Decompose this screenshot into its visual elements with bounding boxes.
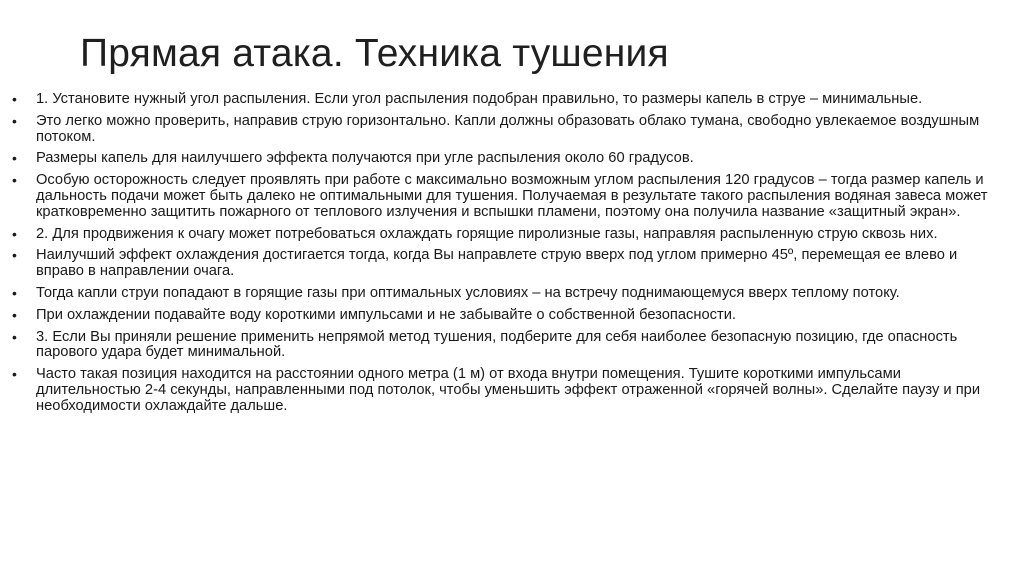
bullet-marker: • xyxy=(12,172,17,189)
bullet-marker: • xyxy=(12,306,17,323)
slide-title: Прямая атака. Техника тушения xyxy=(80,32,669,75)
bullet-text: Особую осторожность следует проявлять при работе с максимально возможным углом распыления 120 градусов – тогда размер капель и дальность подачи может быть далеко не оптимальными для тушения. Получаемая в результате такого распыления водяная завеса может кратковременно защитить пожарного от теплового излучения и вспышки пламени, поэтому она получила название «защитный экран». xyxy=(36,172,988,220)
bullet-marker: • xyxy=(12,112,17,129)
bullet-text: 3. Если Вы приняли решение применить непрямой метод тушения, подберите для себя наиболее безопасную позицию, где опасность парового удара будет минимальной. xyxy=(36,328,958,361)
bullet-marker: • xyxy=(12,328,17,345)
bullet-text: 1. Установите нужный угол распыления. Если угол распыления подобран правильно, то размеры капель в струе – минимальные. xyxy=(36,91,923,107)
bullet-item xyxy=(10,114,995,146)
bullet-item xyxy=(10,308,995,324)
bullet-item xyxy=(10,330,995,362)
bullet-item xyxy=(10,227,995,243)
bullet-item xyxy=(10,92,995,108)
bullet-text: Размеры капель для наилучшего эффекта получаются при угле распыления около 60 градусов. xyxy=(36,150,694,167)
bullet-list xyxy=(10,92,995,421)
bullet-marker: • xyxy=(12,247,17,264)
bullet-item xyxy=(10,367,995,414)
bullet-marker: • xyxy=(12,225,17,242)
bullet-item xyxy=(10,151,995,167)
bullet-marker: • xyxy=(12,91,17,107)
bullet-text: Наилучший эффект охлаждения достигается тогда, когда Вы направлете струю вверх под углом примерно 45º, перемещая ее влево и вправо в направлении очага. xyxy=(36,247,958,280)
bullet-text: Это легко можно проверить, направив струю горизонтально. Капли должны образовать облако тумана, свободно увлекаемое воздушным потоком. xyxy=(36,112,980,145)
bullet-item xyxy=(10,248,995,280)
bullet-marker: • xyxy=(12,150,17,167)
bullet-text: При охлаждении подавайте воду короткими импульсами и не забывайте о собственной безопасности. xyxy=(36,306,736,323)
bullet-text: Тогда капли струи попадают в горящие газы при оптимальных условиях – на встречу поднимающемуся вверх теплому потоку. xyxy=(36,284,900,301)
bullet-item xyxy=(10,286,995,302)
bullet-marker: • xyxy=(12,284,17,301)
bullet-text: 2. Для продвижения к очагу может потребоваться охлаждать горящие пиролизные газы, направляя распыленную струю сквозь них. xyxy=(36,225,938,242)
bullet-text: Часто такая позиция находится на расстоянии одного метра (1 м) от входа внутри помещения. Тушите короткими импульсами длительностью 2-4 секунды, направленными под потолок, чтобы уменьшить эффект отраженной «горячей волны». Сделайте паузу и при необходимости охлаждайте дальше. xyxy=(36,366,981,414)
bullet-item xyxy=(10,173,995,220)
bullet-marker: • xyxy=(12,366,17,383)
